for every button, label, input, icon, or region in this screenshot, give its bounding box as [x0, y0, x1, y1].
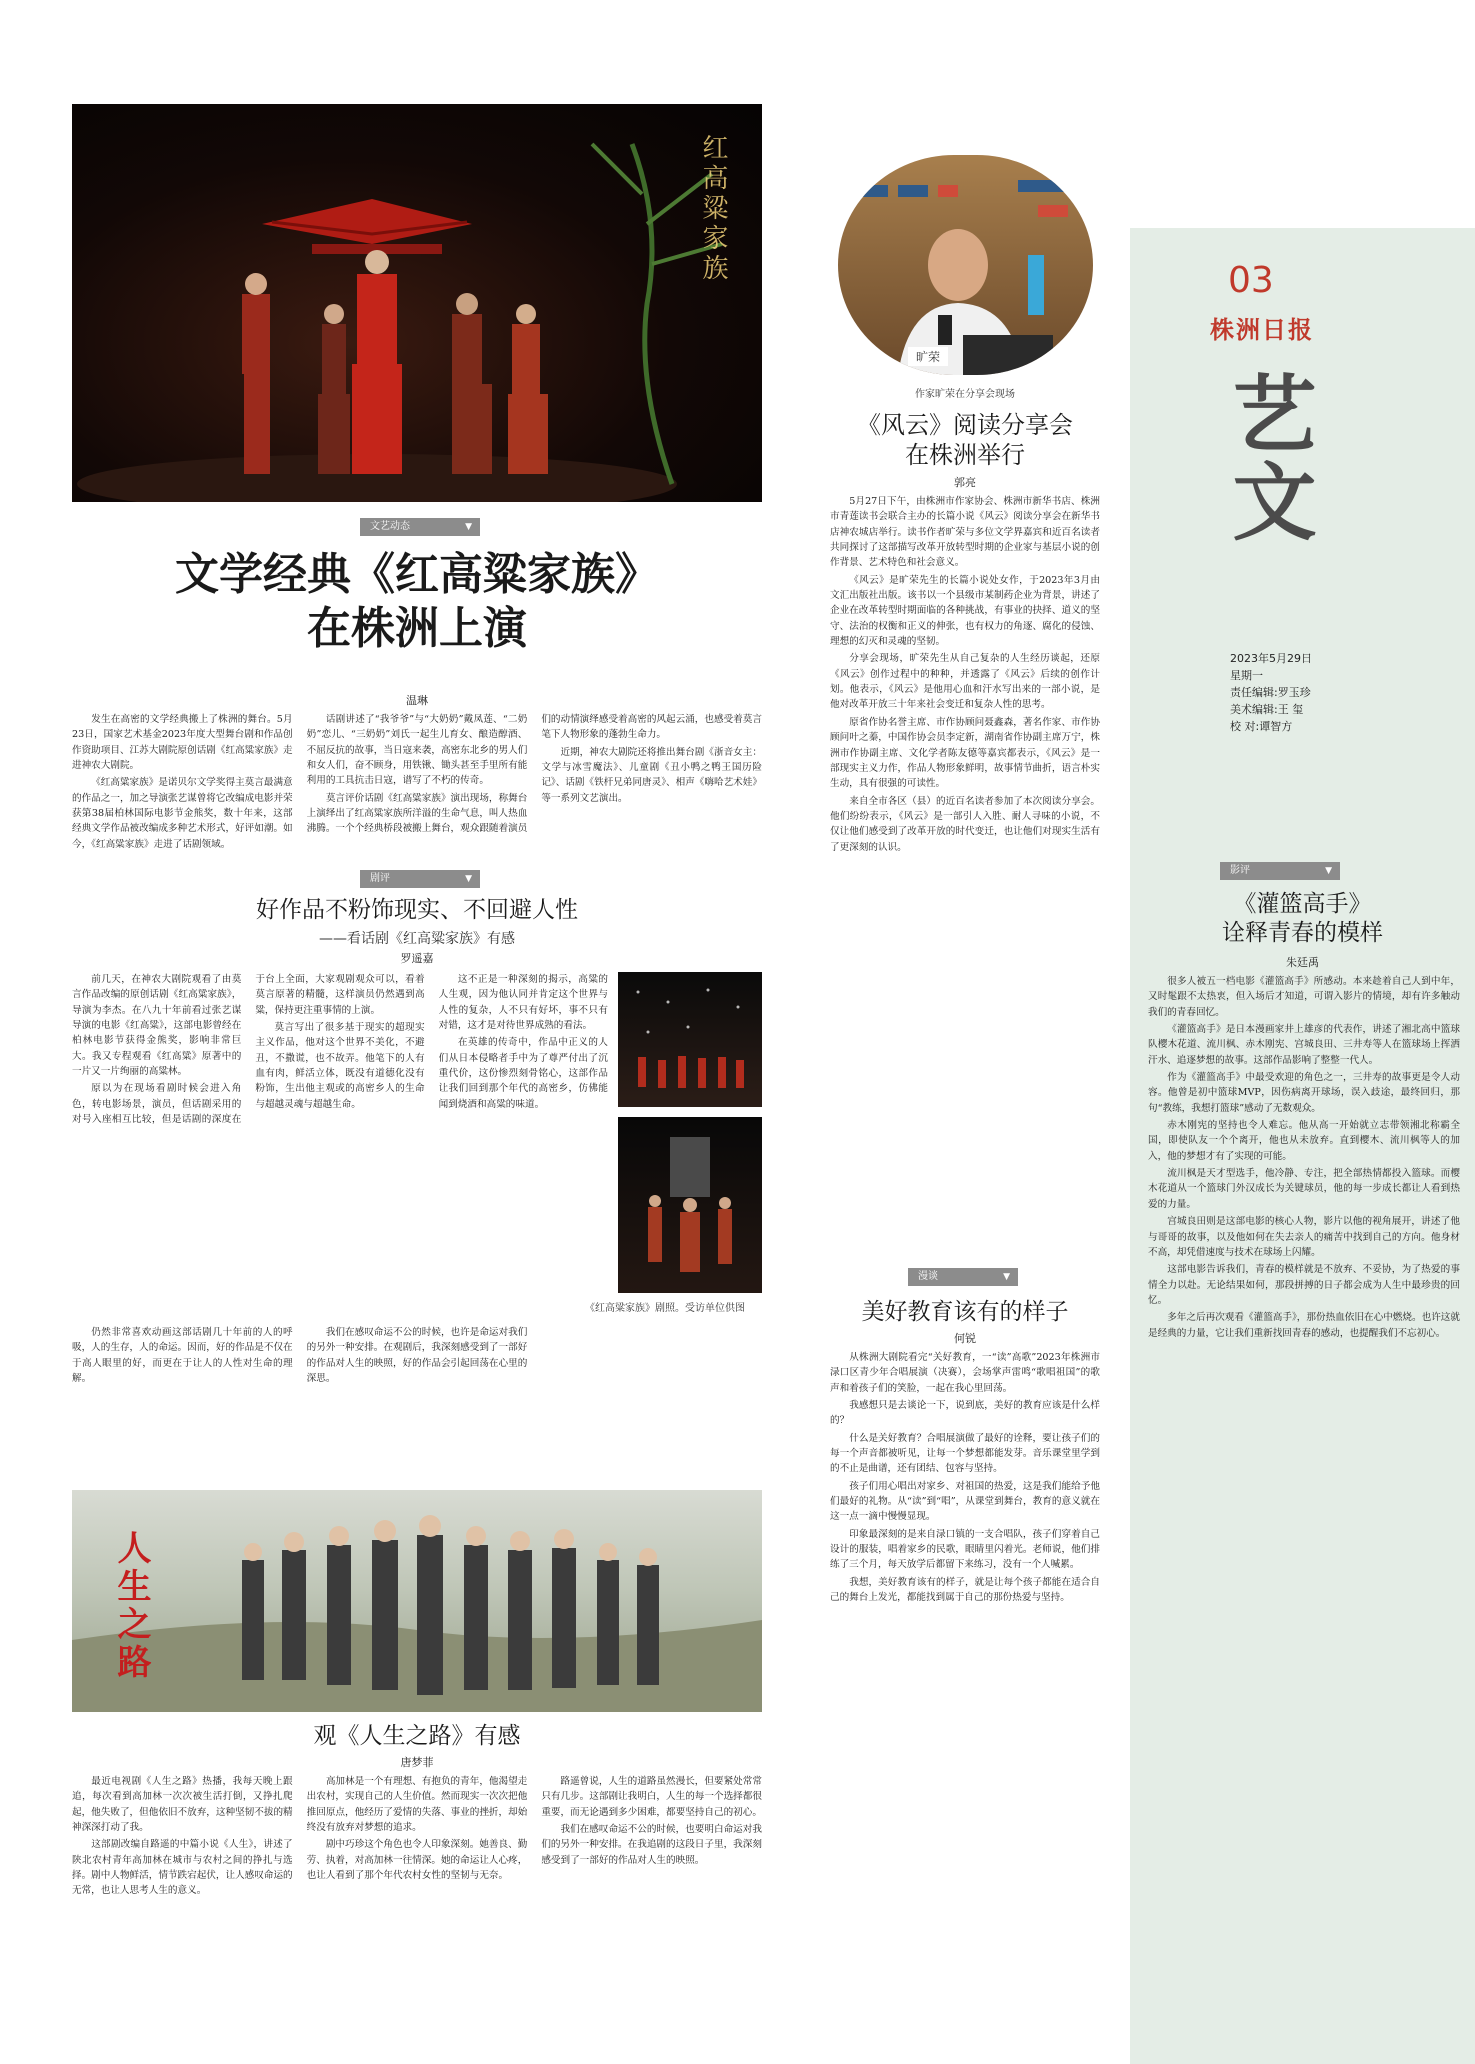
article3-title: [830, 410, 1100, 470]
article5-paragraph: 作为《灌篮高手》中最受欢迎的角色之一，三井寿的故事更是令人动容。他曾是初中篮球MVP，因伤病离开球场，误入歧途，最终回归，那句“教练，我想打篮球”感动了无数观众。: [1148, 1072, 1460, 1114]
tag-essay: 漫谈 ▼: [908, 1268, 1018, 1286]
drama-photo-caption: 《红高粱家族》剧照。受访单位供图: [585, 1303, 745, 1314]
article4-paragraph: 我感想只是去谈论一下，说到底，美好的教育应该是什么样的？: [830, 1400, 1100, 1427]
article2-body-bottom: [72, 1325, 762, 1460]
article1-paragraph: 发生在高密的文学经典搬上了株洲的舞台。5月23日，国家艺术基金2023年度大型舞台剧和作品创作资助项目、江苏大剧院原创话剧《红高粱家族》走进神农大剧院。: [72, 714, 293, 772]
article4-paragraph: 印象最深刻的是来自渌口镇的一支合唱队，孩子们穿着自己设计的服装，唱着家乡的民歌，眼睛里闪着光。老师说，他们排练了三个月，每天放学后都留下来练习，没有一个人喊累。: [830, 1528, 1100, 1571]
article1-paragraph: 话剧讲述了“我爷爷”与“大奶奶”戴凤莲、“二奶奶”恋儿、“三奶奶”刘氏一起生儿育女、酿造醇酒、不屈反抗的故事，当日寇来袭，高密东北乡的男人们和女人们，奋不顾身，用铁锹、锄头甚至手里所有能利用的工具抗击日寇，谱写了不朽的传奇。: [306, 714, 528, 787]
article2-paragraph: 在英雄的传奇中，作品中正义的人们从日本侵略者手中为了尊严付出了沉重代价，这份惨烈刻骨铭心，这部作品让我们回到那个年代的高密乡，仿佛能闻到烧酒和高粱的味道。: [438, 1037, 608, 1110]
masthead-weekday: 星期一: [1230, 669, 1263, 683]
article6-paragraph: 最近电视剧《人生之路》热播，我每天晚上跟追，每次看到高加林一次次被生活打倒，又挣扎爬起，他失败了，但他依旧不放弃，这种坚韧不拔的精神深深打动了我。: [72, 1776, 293, 1834]
article5-title-line1: 《灌篮高手》: [1233, 891, 1372, 917]
article1-author: 温琳: [406, 694, 428, 707]
article3-author: 郭亮: [954, 476, 976, 489]
article5-author: 朱廷禹: [1286, 956, 1319, 969]
article1-paragraph: 莫言评价话剧《红高粱家族》演出现场，称舞台上演绎出了红高粱家族所洋溢的生命气息，叫人热血沸腾。一个个经典桥段被搬上舞台，观众跟随着演员们的动情演绎感受着高密的风起云涌，也感受着莫言笔下人物形象的蓬勃生命力。: [306, 714, 762, 835]
article5-paragraph: 多年之后再次观看《灌篮高手》，那份热血依旧在心中燃烧。也许这就是经典的力量，它让我们重新找回青春的感动，也提醒我们不忘初心。: [1148, 1312, 1460, 1339]
tag-drama-review: 剧评 ▼: [360, 870, 480, 888]
author-portrait: [838, 155, 1093, 375]
drama-photo-1-graphic: [618, 972, 762, 1107]
tag-film-review: 影评 ▼: [1220, 862, 1340, 880]
life-road-poster-title: 人生之路: [111, 1530, 151, 1682]
article3-paragraph: 《风云》是旷荣先生的长篇小说处女作，于2023年3月由文汇出版社出版。该书以一个县级市某制药企业为背景，讲述了企业在改革转型时期面临的各种挑战，有事业的抉择、道义的坚守、法治的权衡和正义的伸张，也有权力的角逐、腐化的侵蚀、理想的幻灭和灵魂的坚韧。: [830, 574, 1100, 648]
article2-author: 罗遥嘉: [400, 952, 434, 965]
drama-photo-2: [618, 1117, 762, 1293]
article2-paragraph: 前几天，在神农大剧院观看了由莫言作品改编的原创话剧《红高粱家族》，导演为李杰。在八九十年前看过张艺谋导演的电影《红高粱》，这部电影曾经在柏林电影节获得金熊奖，影响非常巨大。我又专程观看《红高粱》原著中的一片又一片绚丽的高粱林。: [72, 974, 242, 1078]
article1-body: [72, 712, 762, 860]
article5-paragraph: 赤木刚宪的坚持也令人难忘。他从高一开始就立志带领湘北称霸全国，即使队友一个个离开，他也从未放弃。直到樱木、流川枫等人的加入，他的梦想才有了实现的可能。: [1148, 1120, 1460, 1162]
masthead-art-editor: 美术编辑:王 玺: [1230, 703, 1304, 717]
article4-title: 美好教育该有的样子: [861, 1299, 1069, 1325]
article6-body: [72, 1774, 762, 2044]
author-portrait-graphic: [838, 155, 1093, 375]
article5-body: [1148, 974, 1460, 2044]
article6-paragraph: 高加林是一个有理想、有抱负的青年，他渴望走出农村，实现自己的人生价值。然而现实一次次把他推回原点，他经历了爱情的失落、事业的挫折，却始终没有放弃对梦想的追求。: [306, 1776, 528, 1834]
article2-paragraph: 我们在感叹命运不公的时候，也许是命运对我们的另外一种安排。在观剧后，我深刻感受到了一部好的作品对人生的映照，好的作品会引起回荡在心里的深思。: [306, 1327, 528, 1385]
masthead-date: 2023年5月29日: [1230, 652, 1312, 665]
stage-photo-red-sorghum: [72, 104, 762, 502]
article3-body: [830, 494, 1100, 1224]
article4-paragraph: 什么是关好教育？合唱展演做了最好的诠释，要让孩子们的每一个声音都被听见，让每一个梦想都能发芽。音乐课堂里学到的不止是曲谱，还有团结、包容与坚持。: [830, 1432, 1100, 1475]
article5-title-line2: 诠释青春的模样: [1222, 919, 1383, 946]
article2-paragraph: 莫言写出了很多基于现实的超现实主义作品，他对这个世界不美化，不避丑，不撒谎，也不故弄。他笔下的人有血有肉，鲜活立体，既没有道德化没有粉饰，生出他主观或的高密乡人的生命与超越灵魂与超越生命。: [255, 1022, 425, 1110]
masthead-editor: 责任编辑:罗玉珍: [1230, 686, 1311, 700]
article4-paragraph: 我想，美好教育该有的样子，就是让每个孩子都能在适合自己的舞台上发光，都能找到属于自己的那份热爱与坚持。: [830, 1576, 1100, 1604]
article2-title: 好作品不粉饰现实、不回避人性: [256, 897, 578, 923]
article5-paragraph: 流川枫是天才型选手，他冷静、专注，把全部热情都投入篮球。而樱木花道从一个篮球门外汉成长为关键球员，他的每一步成长都让人看到热爱的力量。: [1148, 1168, 1460, 1210]
article2-subtitle: ——看话剧《红高粱家族》有感: [319, 931, 515, 947]
page-number: 03: [1228, 260, 1274, 301]
masthead-proofreader: 校 对:谭智方: [1230, 720, 1293, 734]
article3-paragraph: 分享会现场，旷荣先生从自己复杂的人生经历谈起，还原《风云》创作过程中的种种，并透露了《风云》后续的创作计划。他表示，《风云》是他用心血和汗水写出来的一部小说，是他对改革开放三十年来社会变迁和复杂人性的思考。: [830, 653, 1100, 711]
article1-paragraph: 近期，神农大剧院还将推出舞台剧《浙音女主：文学与冰雪魔法》、儿童剧《丑小鸭之鸭王国历险记》、话剧《铁杆兄弟同唐灵》、相声《嗨哈艺术娃》等一系列文艺演出。: [541, 746, 762, 804]
life-road-poster-graphic: [72, 1490, 762, 1712]
article3-paragraph: 来自全市各区（县）的近百名读者参加了本次阅读分享会。他们纷纷表示，《风云》是一部引人入胜、耐人寻味的小说，不仅让他们感受到了改革开放的时代变迁，也让他们对现实生活有了更深刻的认识。: [830, 795, 1100, 853]
drama-photo-1: [618, 972, 762, 1107]
article5-paragraph: 《灌篮高手》是日本漫画家井上雄彦的代表作，讲述了湘北高中篮球队樱木花道、流川枫、赤木刚宪、宫城良田、三井寿等人在篮球场上挥洒汗水、追逐梦想的故事。这部作品影响了整整一代人。: [1148, 1024, 1460, 1066]
article5-paragraph: 这部电影告诉我们，青春的模样就是不放弃、不妥协，为了热爱的事情全力以赴。无论结果如何，那段拼搏的日子都会成为人生中最珍贵的回忆。: [1148, 1264, 1460, 1306]
tag-arts-news: 文艺动态 ▼: [360, 518, 480, 536]
article1-title-line2: 在株洲上演: [307, 602, 527, 654]
article3-title-line1: 《风云》阅读分享会: [857, 411, 1073, 439]
article4-paragraph: 孩子们用心唱出对家乡、对祖国的热爱，这是我们能给予他们最好的礼物。从“读”到“唱”，从课堂到舞台，教育的意义就在这一点一滴中慢慢显现。: [830, 1480, 1100, 1523]
article4-author: 何锐: [954, 1332, 976, 1345]
article6-paragraph: 这部剧改编自路遥的中篇小说《人生》，讲述了陕北农村青年高加林在城市与农村之间的挣扎与选择。剧中人物鲜活，情节跌宕起伏，让人感叹命运的无常，也让人思考人生的意义。: [72, 1839, 293, 1897]
article1-paragraph: 《红高粱家族》是诺贝尔文学奖得主莫言最满意的作品之一，加之导演张艺谋曾将它改编成电影并荣获第38届柏林国际电影节金熊奖，数十年来，这部经典文学作品被改编成多种艺术形式，好评如潮。如今，《红高粱家族》走进了话剧领域。: [72, 777, 293, 850]
author-portrait-caption: 作家旷荣在分享会现场: [915, 389, 1015, 400]
paper-name: 株洲日报: [1210, 315, 1314, 344]
masthead-info: [1230, 650, 1312, 735]
article1-title-line1: 文学经典《红高粱家族》: [175, 549, 659, 600]
section-name: 艺文: [1219, 370, 1318, 546]
article2-paragraph: 仍然非常喜欢动画这部话剧几十年前的人的呼吸，人的生存，人的命运。因而，好的作品是不仅在于高人眼里的好，而更在于让人的人性对生命的理解。: [72, 1327, 293, 1385]
drama-photo-2-graphic: [618, 1117, 762, 1293]
author-name-plate: 旷荣: [908, 347, 948, 366]
article3-title-line2: 在株洲举行: [905, 441, 1025, 469]
article4-paragraph: 从株洲大剧院看完“关好教育，一“读”高歌”2023年株洲市渌口区青少年合唱展演（决赛），会场掌声雷鸣“歌唱祖国”的歌声和着孩子们的笑脸，一起在我心里回荡。: [830, 1352, 1100, 1394]
stage-scene-graphic: [72, 104, 762, 502]
article1-title: [72, 548, 762, 655]
article6-paragraph: 剧中巧珍这个角色也令人印象深刻。她善良、勤劳、执着，对高加林一往情深。她的命运让人心疼，也让人看到了那个年代农村女性的坚韧与无奈。: [306, 1839, 528, 1882]
article5-paragraph: 很多人被五一档电影《灌篮高手》所感动。本来趁着自己人到中年，又时髦跟不太热衷，但入场后才知道，可谓入影片的情境，却有许多触动我们的青春回忆。: [1148, 976, 1460, 1018]
article5-paragraph: 宫城良田则是这部电影的核心人物，影片以他的视角展开，讲述了他与哥哥的故事，以及他如何在失去亲人的痛苦中找到自己的方向。他身材不高，却凭借速度与技术在球场上闪耀。: [1148, 1216, 1460, 1258]
article3-paragraph: 原省作协名誉主席、市作协顾问聂鑫森，著名作家、市作协顾问叶之蓁，中国作协会员李定新，湖南省作协副主席万宁，株洲市作协副主席、文化学者陈友德等嘉宾都表示，《风云》是一部现实主义力作，作品人物形象鲜明，故事情节曲折，语言朴实生动，具有很强的可读性。: [830, 716, 1100, 790]
article3-paragraph: 5月27日下午，由株洲市作家协会、株洲市新华书店、株洲市青莲读书会联合主办的长篇小说《风云》阅读分享会在新华书店神农城店举行。读书作者旷荣与多位文学界嘉宾和近百名读者共同探讨了这部描写改革开放转型时期的企业家与基层小说的创作背景、艺术特色和社会意义。: [830, 496, 1100, 569]
article6-title: 观《人生之路》有感: [313, 1723, 521, 1749]
article6-paragraph: 我们在感叹命运不公的时候，也要明白命运对我们的另外一种安排。在我追剧的这段日子里，我深刻感受到了一部好的作品对人生的映照。: [541, 1824, 762, 1866]
article6-author: 唐梦菲: [400, 1756, 434, 1769]
article5-title: [1145, 890, 1460, 948]
life-road-poster: [72, 1490, 762, 1712]
article6-paragraph: 路遥曾说，人生的道路虽然漫长，但要紧处常常只有几步。这部剧让我明白，人生的每一个选择都很重要，而无论遇到多少困难，都要坚持自己的初心。: [541, 1776, 762, 1818]
article2-paragraph: 原以为在现场看剧时候会进入角色，转电影场景，演员，但话剧采用的对号入座相互比较，但是话剧的深度在于台上全面，大家观剧观众可以，看着莫言原著的精髓，这样演员仍然遇到高粱，保持更注重事情的上演。: [72, 974, 425, 1126]
stage-photo-vertical-title: 红高粱家族: [698, 134, 728, 284]
article4-body: [830, 1350, 1100, 2044]
article2-paragraph: 这不正是一种深刻的揭示，高粱的人生观，因为他认同并肯定这个世界与人性的复杂，人不只有好坏，事不只有对错，这才是对待世界成熟的看法。: [438, 974, 608, 1032]
